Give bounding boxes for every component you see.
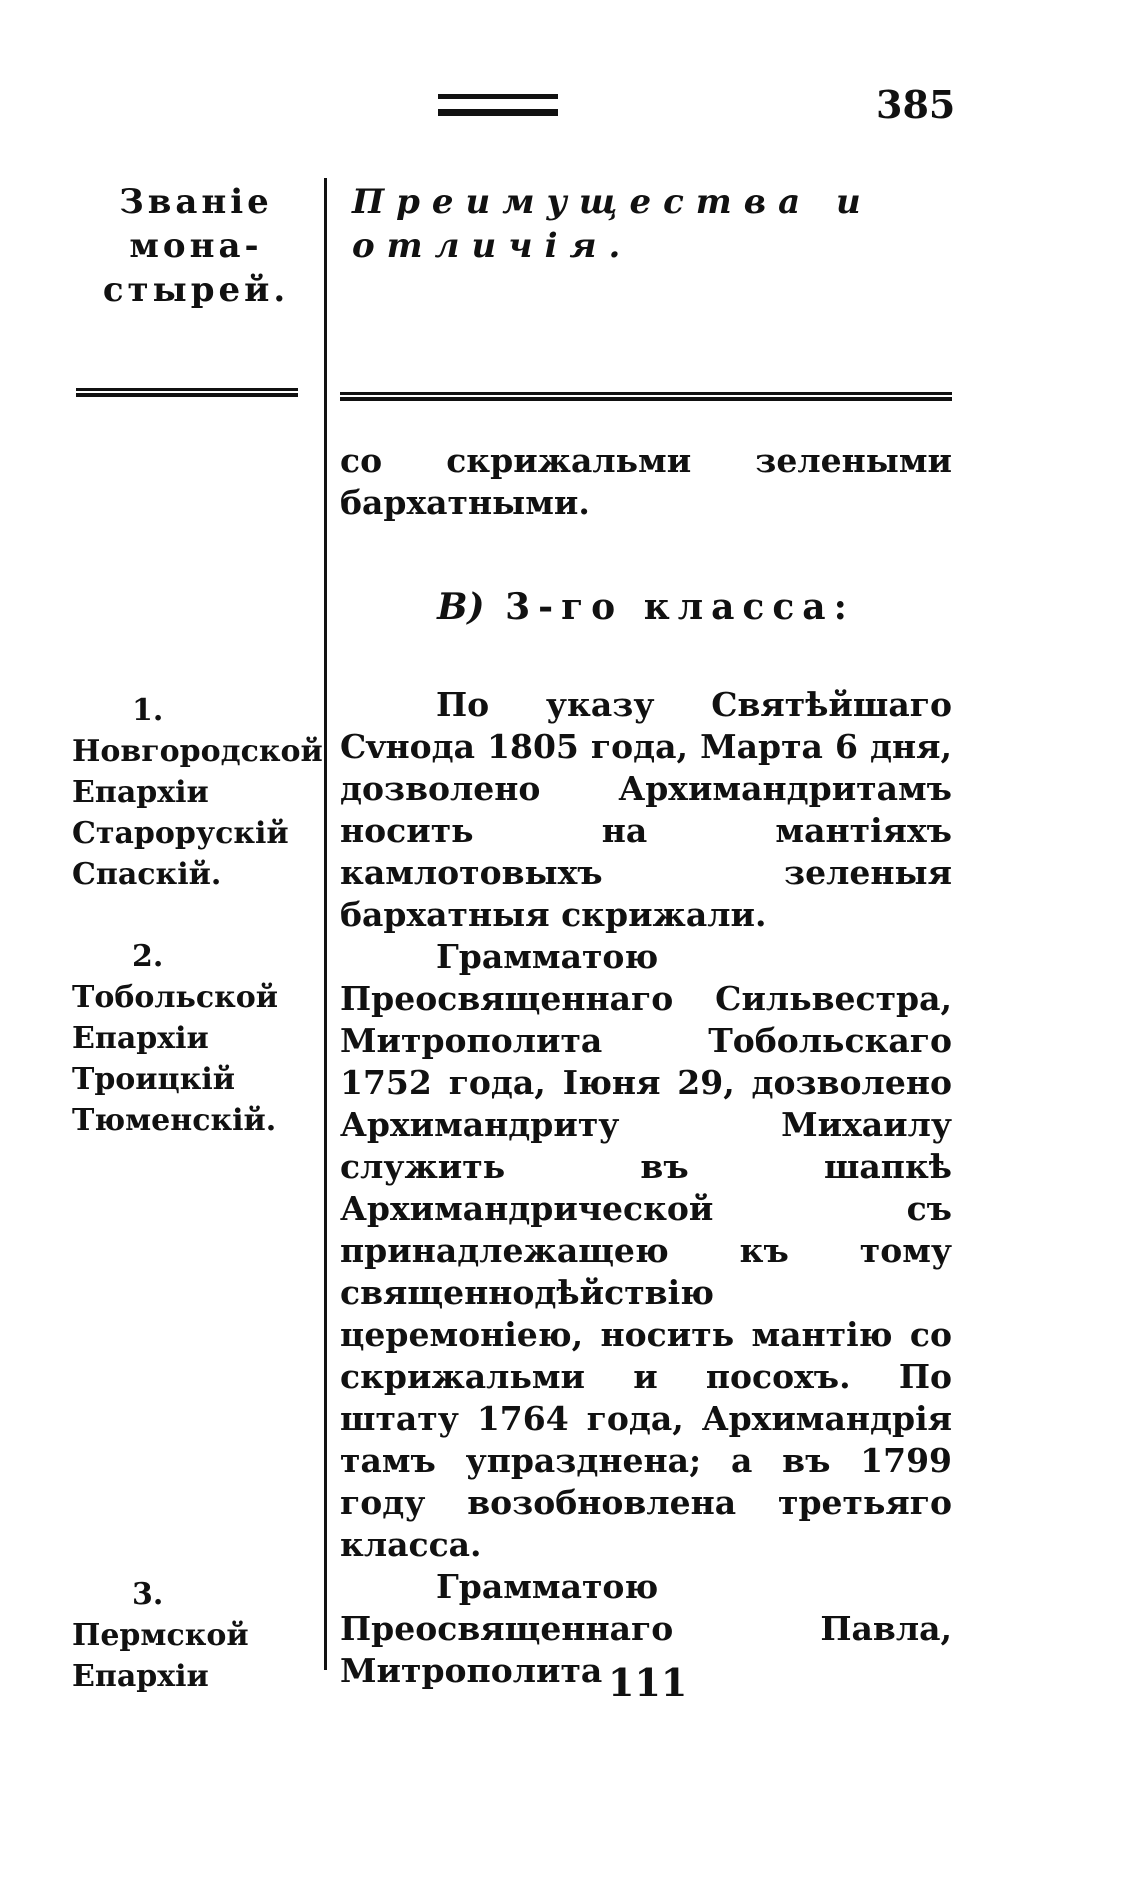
- left-header-rule: [76, 388, 298, 397]
- left-header-line: Званіе: [119, 182, 273, 222]
- catchword: 111: [608, 1660, 688, 1705]
- entry-number: 3.: [132, 1577, 164, 1612]
- entry-number: 2.: [132, 939, 164, 974]
- entry-text: Тобольской Епархіи Троицкій Тюменскій.: [72, 980, 279, 1138]
- right-header-line: Преимущества и: [352, 182, 873, 222]
- left-header-line: стырей.: [102, 270, 290, 310]
- right-column-header: [352, 180, 957, 268]
- paragraph: Грамматою Преосвященнаго Сильвестра, Митрополита Тобольскаго 1752 года, Іюня 29, дозволено Архимандриту Михаилу служить въ шапкѣ Архимандрической съ принадлежащею къ тому священнодѣйствію церемоніею, носить мантію со скрижальми и посохъ. По штату 1764 года, Архимандрія тамъ упразднена; а въ 1799 году возобновлена третьяго класса.: [340, 937, 952, 1564]
- side-entry: [72, 1574, 312, 1697]
- header-ornament: [438, 94, 558, 116]
- left-header-line: мона-: [129, 226, 263, 266]
- main-text: [340, 440, 952, 1692]
- section-letter: В): [437, 586, 485, 628]
- entry-text: Новгородской Епархіи Старорускій Спаскій.: [72, 734, 323, 892]
- page-number: 385: [876, 82, 956, 127]
- right-header-line: отличія.: [352, 226, 633, 266]
- side-entry: [72, 936, 312, 1141]
- entry-text: Пермской Епархіи: [72, 1618, 249, 1694]
- column-divider: [324, 178, 327, 1670]
- section-title: 3-го класса:: [505, 586, 855, 628]
- paragraph: По указу Святѣйшаго Сvнода 1805 года, Марта 6 дня, дозволено Архимандритамъ носить на мантіяхъ камлотовыхъ зеленыя бархатныя скрижали.: [340, 685, 952, 934]
- entry-number: 1.: [132, 693, 164, 728]
- right-header-rule: [340, 392, 952, 401]
- section-heading: [340, 586, 952, 628]
- paragraph: со скрижальми зелеными бархатными.: [340, 441, 952, 522]
- side-entry: [72, 690, 323, 895]
- left-column-header: [76, 180, 316, 312]
- paragraph: Грамматою Преосвященнаго Павла, Митрополита: [340, 1567, 952, 1690]
